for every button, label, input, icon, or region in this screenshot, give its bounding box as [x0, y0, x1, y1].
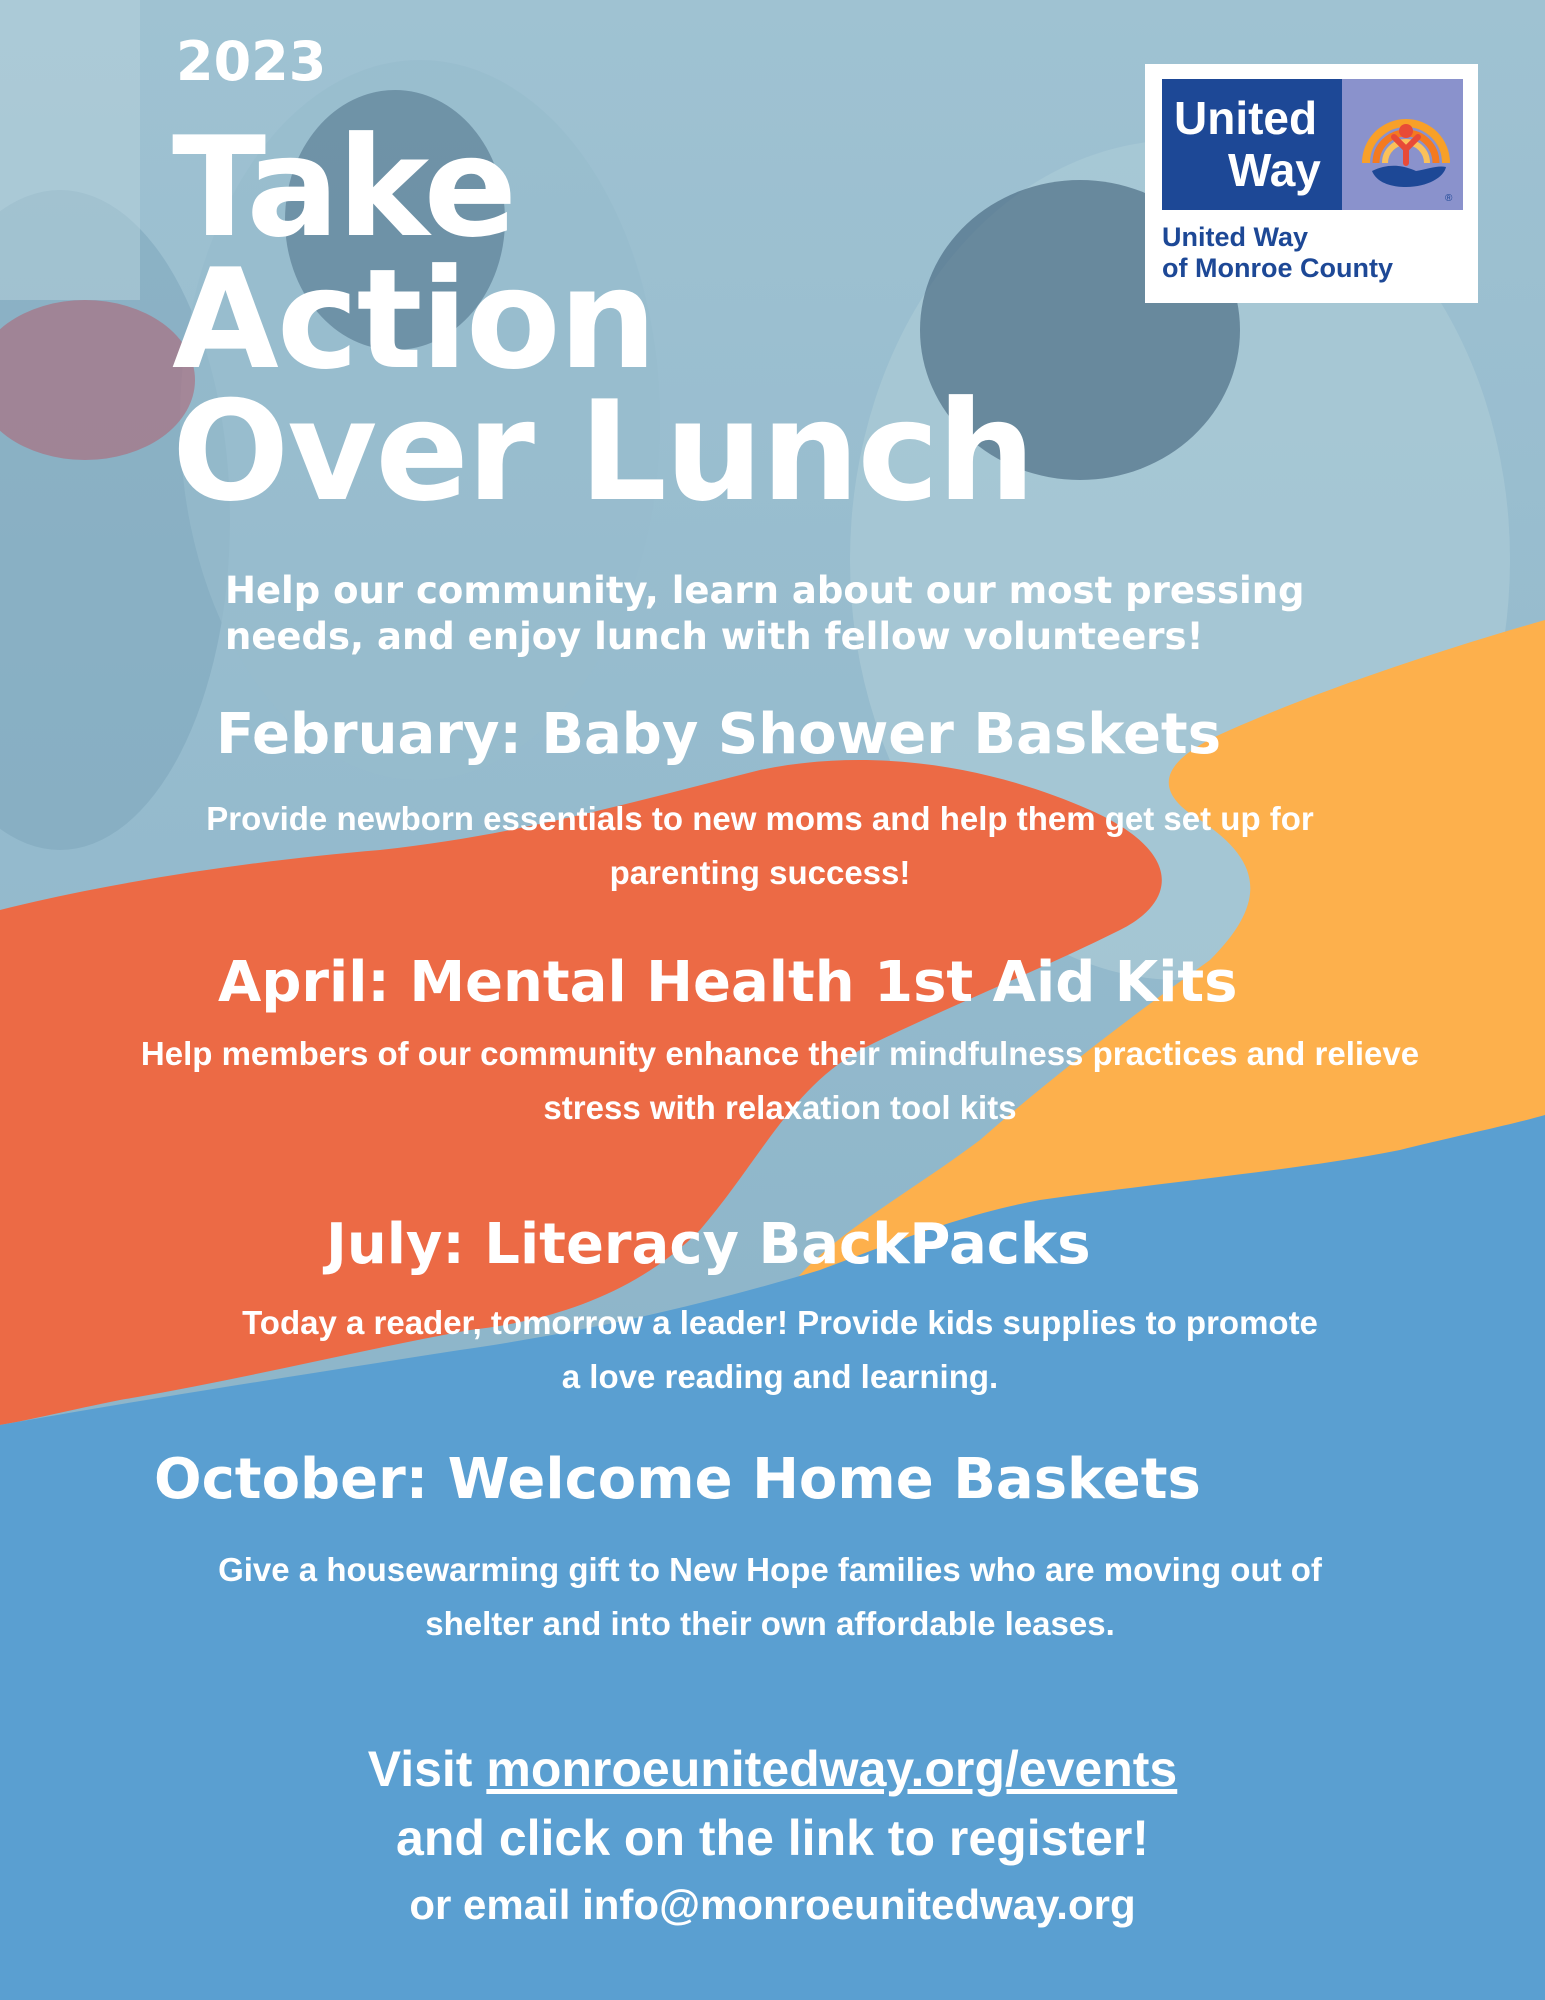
logo-banner [1162, 79, 1463, 210]
event-description-july: Today a reader, tomorrow a leader! Provide kids supplies to promote a love reading and learning. [242, 1304, 1318, 1395]
event-description-october: Give a housewarming gift to New Hope families who are moving out of shelter and into their own affordable leases. [218, 1551, 1322, 1642]
event-title-april: April: Mental Health 1st Aid Kits [218, 950, 1238, 1015]
hand-person-rainbow-icon [1358, 93, 1454, 193]
intro-line-2: needs, and enjoy lunch with fellow volunteers! [225, 615, 1204, 658]
registered-mark: ® [1445, 193, 1453, 204]
cta-visit-line [0, 1735, 1545, 1803]
united-way-logo [1145, 64, 1478, 303]
logo-org-line1: United Way [1162, 222, 1309, 252]
logo-org-line2: of Monroe County [1162, 253, 1393, 283]
logo-org-name [1162, 222, 1393, 284]
event-description-february: Provide newborn essentials to new moms and help them get set up for parenting success! [206, 800, 1314, 891]
call-to-action [0, 1735, 1545, 1937]
event-description-april: Help members of our community enhance their mindfulness practices and relieve stress with relaxation tool kits [140, 1035, 1420, 1126]
logo-wordmark-block [1162, 79, 1342, 210]
intro-line-1: Help our community, learn about our most pressing [225, 569, 1305, 612]
title-line-3: Over Lunch [172, 371, 1034, 532]
cta-email-line: or email info@monroeunitedway.org [409, 1881, 1136, 1928]
title-line-1: Take [172, 107, 516, 268]
event-title-july: July: Literacy BackPacks [326, 1212, 1091, 1277]
photo-window [0, 0, 140, 300]
title-line-2: Action [172, 239, 655, 400]
logo-word-way: Way [1228, 144, 1321, 196]
cta-visit-prefix: Visit [367, 1741, 473, 1797]
events-link[interactable]: monroeunitedway.org/events [486, 1741, 1178, 1797]
event-title-october: October: Welcome Home Baskets [154, 1447, 1201, 1512]
page-title [172, 107, 1034, 532]
intro-text [225, 568, 1305, 660]
year-label: 2023 [176, 30, 327, 93]
event-title-february: February: Baby Shower Baskets [216, 702, 1222, 767]
logo-word-united: United [1174, 92, 1318, 144]
cta-register-line: and click on the link to register! [396, 1810, 1149, 1866]
